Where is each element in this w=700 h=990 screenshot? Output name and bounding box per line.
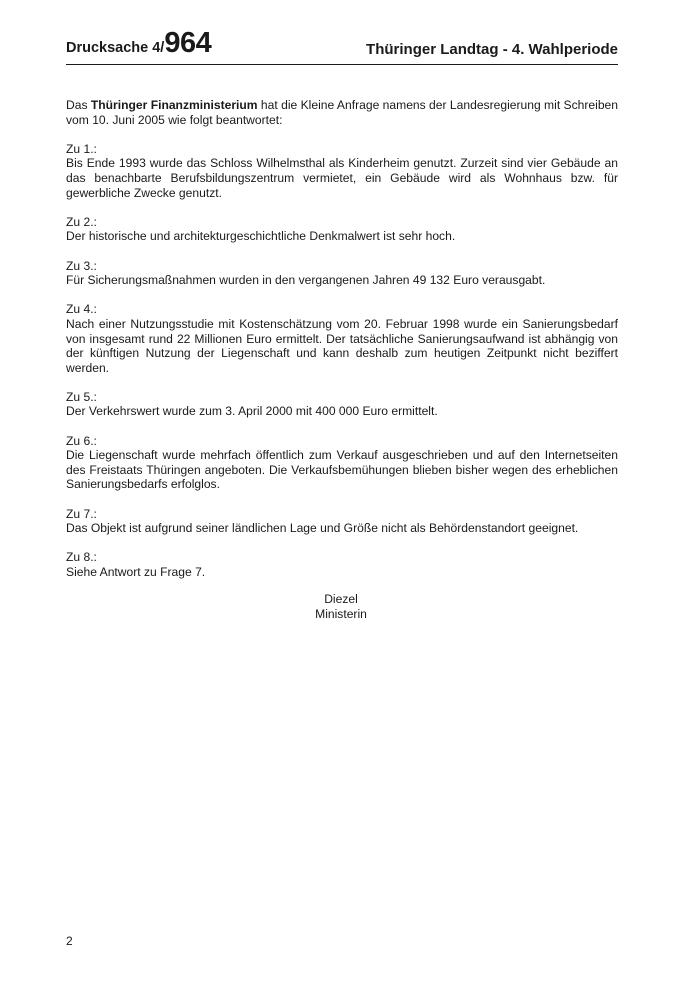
answer-text: Bis Ende 1993 wurde das Schloss Wilhelmsthal als Kinderheim genutzt. Zurzeit sind vier Gebäude an das benachbarte Berufsbildungszentrum vermietet, ein Gebäude wird als Wohnhaus bzw. für gewerbliche Zwecke genutzt. [66, 156, 618, 200]
answer-label: Zu 8.: [66, 550, 97, 565]
ministry-name: Thüringer Finanzministerium [90, 98, 258, 112]
signatory-title: Ministerin [315, 606, 367, 621]
answer-block [66, 550, 618, 579]
answer-text: Die Liegenschaft wurde mehrfach öffentlich zum Verkauf ausgeschrieben und auf den Internetseiten des Freistaats Thüringen angeboten. Die Verkaufsbemühungen blieben bisher wegen des erheblichen Sanierungsbedarfs erfolglos. [66, 448, 618, 492]
intro-prefix: Das [66, 98, 91, 112]
document-label: Drucksache 4/ [66, 40, 165, 56]
answer-text: Das Objekt ist aufgrund seiner ländlichen Lage und Größe nicht als Behördenstandort geeignet. [66, 521, 579, 536]
document-number: 964 [164, 27, 212, 59]
answer-text: Nach einer Nutzungsstudie mit Kostenschätzung vom 20. Februar 1998 wurde ein Sanierungsbedarf von insgesamt rund 22 Millionen Euro ermittelt. Der tatsächliche Sanierungsaufwand ist abhängig von der künftigen Nutzung der Liegenschaft und kann deshalb zum heutigen Zeitpunkt nicht beziffert werden. [66, 316, 618, 375]
answer-block [66, 302, 618, 375]
parliament-title: Thüringer Landtag - 4. Wahlperiode [366, 41, 618, 58]
page-number: 2 [66, 934, 73, 948]
answer-label: Zu 7.: [66, 506, 97, 521]
answer-text: Der Verkehrswert wurde zum 3. April 2000 mit 400 000 Euro ermittelt. [66, 404, 438, 419]
answer-text: Siehe Antwort zu Frage 7. [66, 565, 206, 579]
answer-block [66, 390, 618, 419]
answer-text: Für Sicherungsmaßnahmen wurden in den vergangenen Jahren 49 132 Euro verausgabt. [66, 273, 546, 288]
answer-label: Zu 1.: [66, 141, 97, 156]
intro-paragraph [66, 98, 618, 127]
answer-block [66, 507, 618, 536]
answer-label: Zu 5.: [66, 389, 97, 404]
answer-label: Zu 2.: [66, 214, 97, 229]
document-id [66, 27, 211, 60]
answer-label: Zu 3.: [66, 258, 97, 273]
answer-block [66, 434, 618, 492]
answer-label: Zu 6.: [66, 433, 97, 448]
answer-block [66, 259, 618, 288]
document-body [66, 98, 618, 594]
answer-text: Der historische und architekturgeschichtliche Denkmalwert ist sehr hoch. [66, 229, 456, 244]
signatory-name: Diezel [324, 592, 358, 606]
answer-block [66, 142, 618, 200]
answer-label: Zu 4.: [66, 302, 97, 317]
answer-block [66, 215, 618, 244]
signature-block [0, 592, 682, 621]
page-header [66, 27, 618, 65]
intro-rest: hat die Kleine Anfrage namens der Landesregierung mit Schreiben vom 10. Juni 2005 wie folgt beantwortet: [66, 98, 619, 127]
